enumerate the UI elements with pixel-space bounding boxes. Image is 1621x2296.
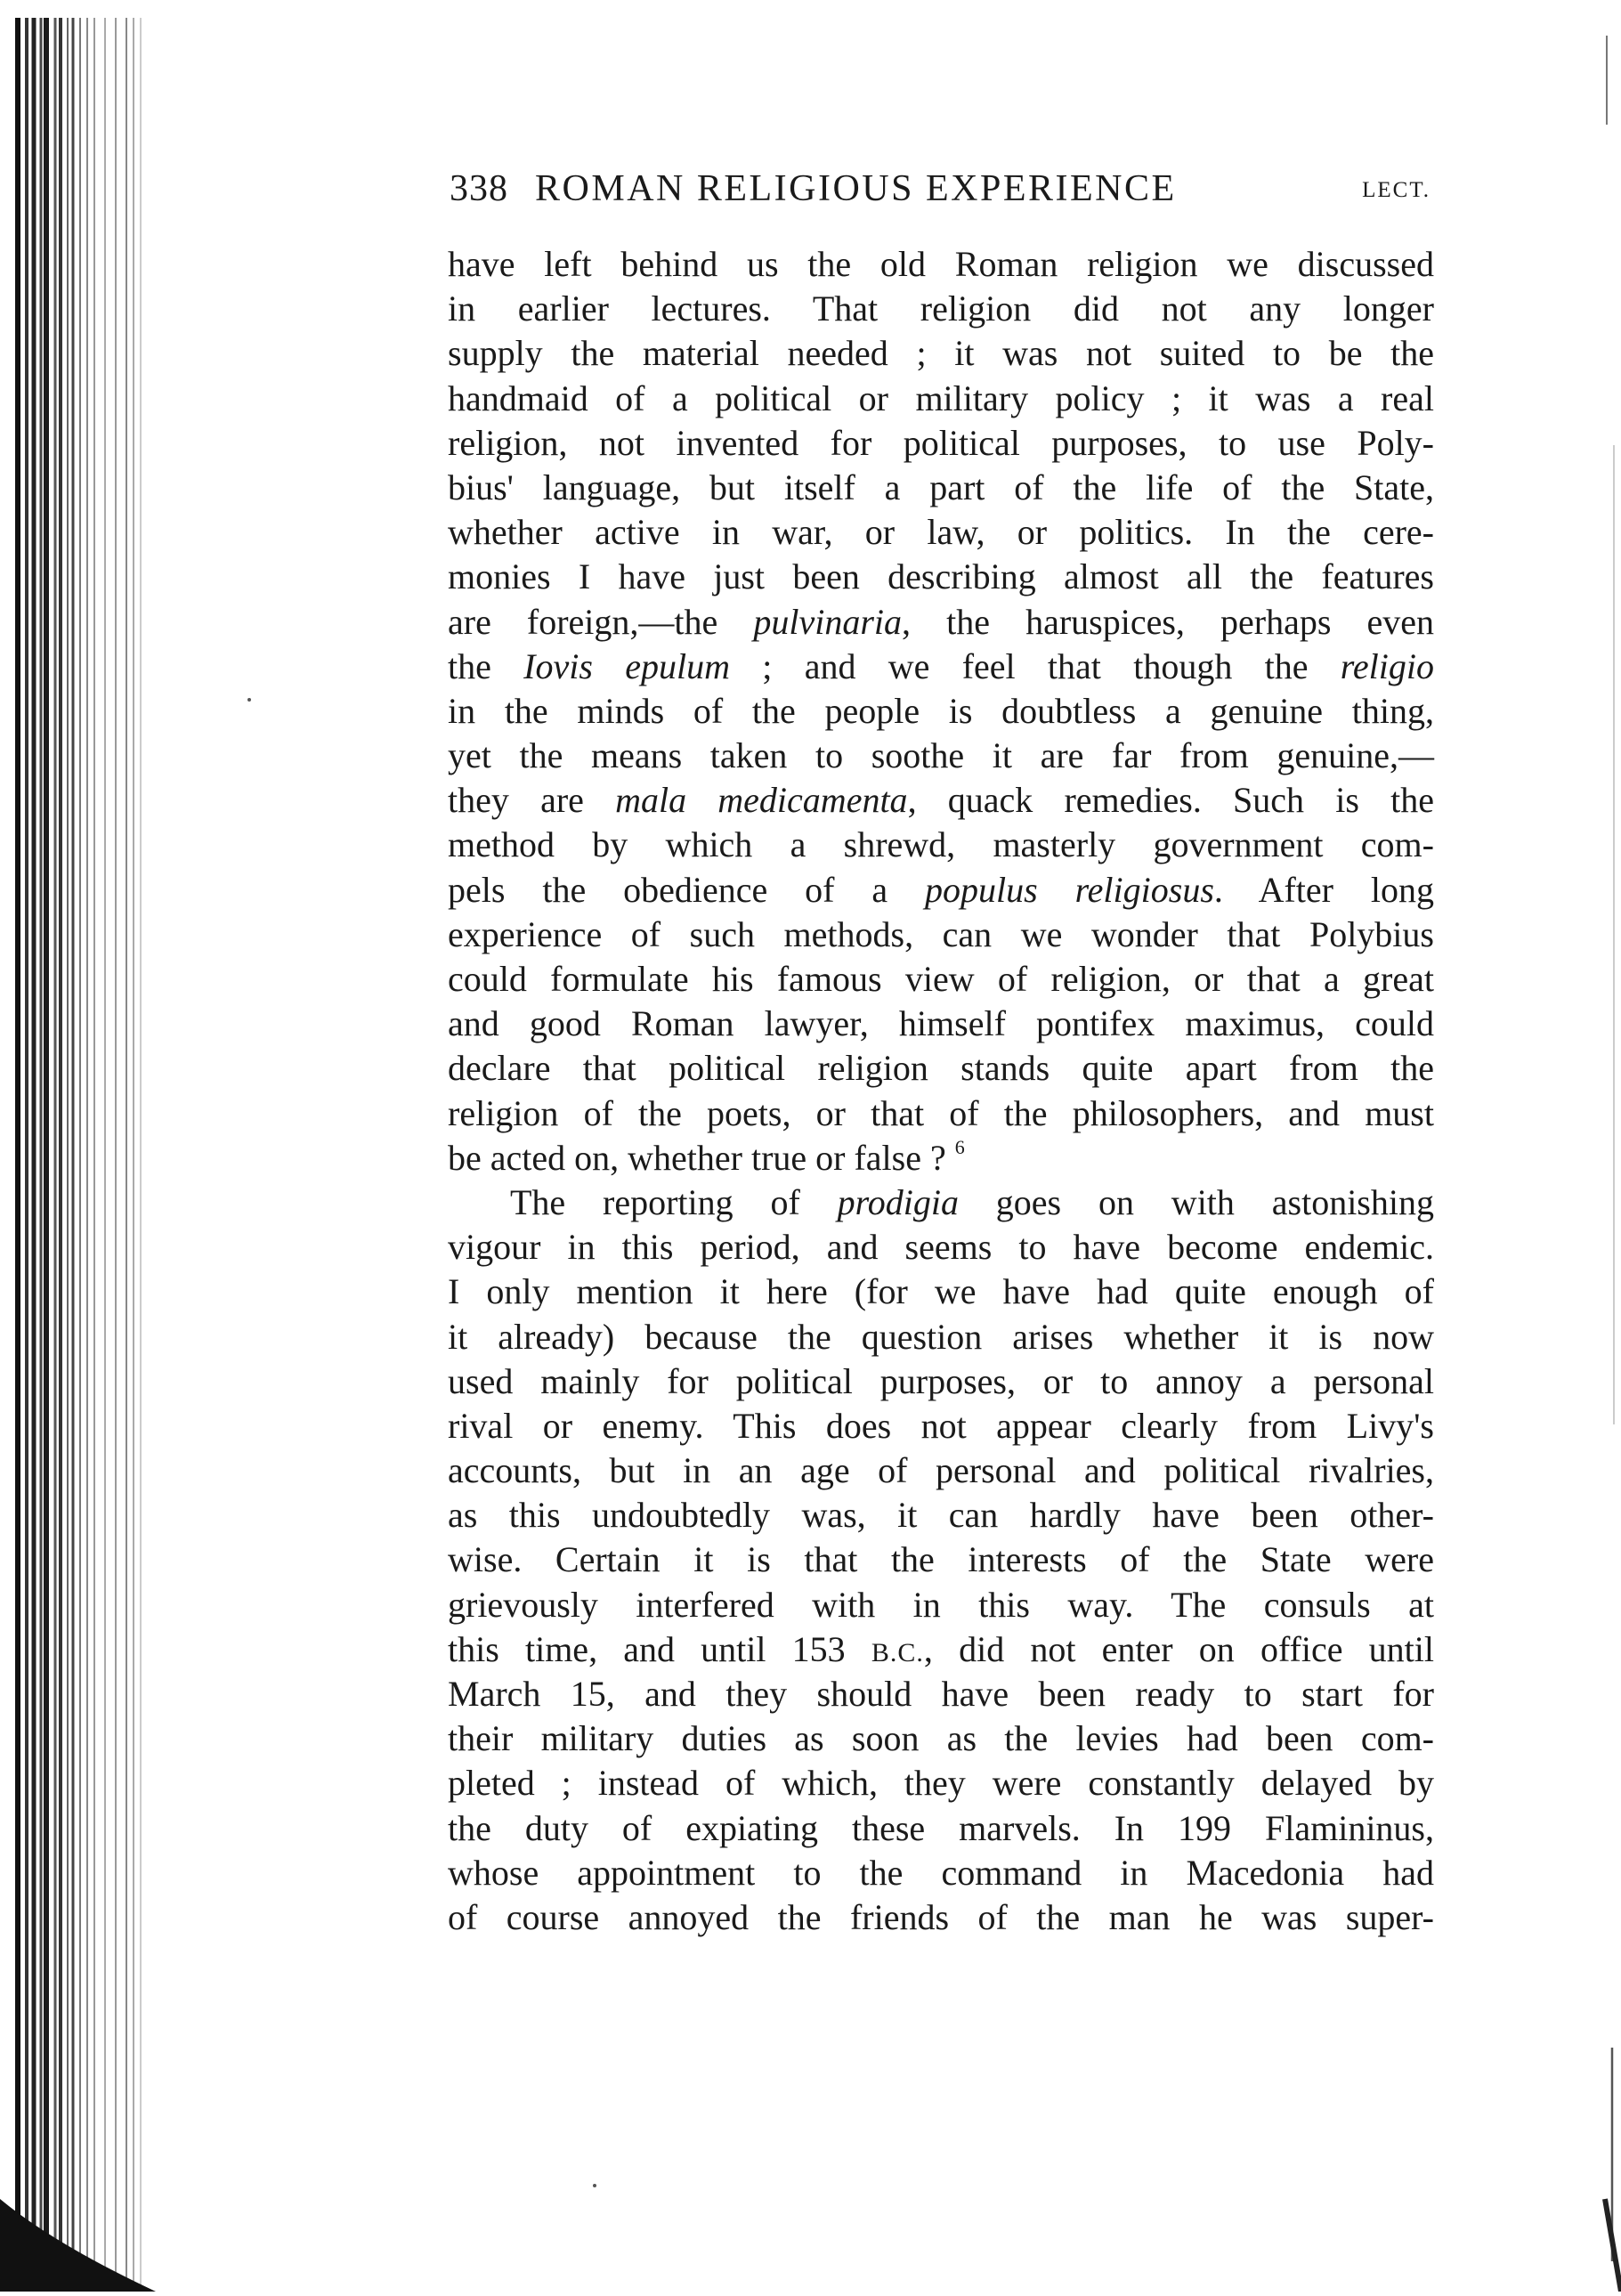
italic-term: prodigia	[837, 1181, 959, 1222]
italic-term: religio	[1340, 645, 1434, 686]
text-line: The reporting of prodigia goes on with astonishing	[510, 1181, 1434, 1222]
footnote-marker: 6	[954, 1135, 965, 1158]
text-line: this time, and until 153 B.C., did not enter on office until	[448, 1628, 1435, 1669]
scan-speck	[247, 698, 251, 702]
section-tag: LECT.	[1362, 178, 1431, 202]
text-line: supply the material needed ; it was not suited to be the	[448, 333, 1434, 374]
text-line: of course annoyed the friends of the man he was super-	[448, 1896, 1434, 1937]
text-line: have left behind us the old Roman religion we discussed	[448, 244, 1434, 284]
text-line: pleted ; instead of which, they were constantly delayed by	[448, 1763, 1434, 1804]
italic-term: populus religiosus	[925, 869, 1214, 910]
text-line: accounts, but in an age of personal and political rivalries,	[448, 1450, 1434, 1491]
italic-term: pulvinaria	[753, 601, 903, 642]
text-line: their military duties as soon as the levies had been com-	[448, 1718, 1434, 1759]
text-line: the Iovis epulum ; and we feel that though the religio	[448, 645, 1434, 686]
text-line: be acted on, whether true or false ? $^6$	[448, 1135, 965, 1178]
text-line: in earlier lectures. That religion did not any longer	[448, 288, 1434, 329]
text-line: pels the obedience of a populus religiosus. After long	[448, 869, 1434, 910]
text-line: I only mention it here (for we have had quite enough of	[448, 1271, 1434, 1312]
text-line: as this undoubtedly was, it can hardly have been other-	[448, 1495, 1434, 1536]
text-line: could formulate his famous view of religion, or that a great	[448, 959, 1434, 999]
text-line: monies I have just been describing almost all the features	[448, 556, 1434, 597]
text-line: religion of the poets, or that of the philosophers, and must	[448, 1092, 1434, 1133]
italic-term: mala medicamenta	[615, 780, 908, 821]
text-line: are foreign,—the pulvinaria, the haruspices, perhaps even	[448, 601, 1434, 642]
italic-term: Iovis epulum	[523, 645, 730, 686]
text-line: experience of such methods, can we wonder that Polybius	[448, 913, 1434, 954]
text-line: grievously interfered with in this way. The consuls at	[448, 1584, 1434, 1625]
text-line: handmaid of a political or military policy ; it was a real	[448, 377, 1434, 418]
scan-speck	[593, 2184, 596, 2187]
running-title: ROMAN RELIGIOUS EXPERIENCE	[535, 168, 1177, 209]
text-line: bius' language, but itself a part of the life of the State,	[448, 467, 1434, 507]
text-line: vigour in this period, and seems to have become endemic.	[448, 1227, 1434, 1268]
text-line: and good Roman lawyer, himself pontifex maximus, could	[448, 1003, 1434, 1044]
text-line: March 15, and they should have been ready to start for	[448, 1674, 1434, 1714]
text-line: method by which a shrewd, masterly government com-	[448, 824, 1434, 865]
text-line: the duty of expiating these marvels. In 199 Flamininus,	[448, 1807, 1434, 1848]
body-text	[448, 242, 1434, 1940]
text-line: declare that political religion stands quite apart from the	[448, 1048, 1434, 1089]
text-line: it already) because the question arises whether it is now	[448, 1316, 1434, 1357]
text-line: rival or enemy. This does not appear clearly from Livy's	[448, 1405, 1434, 1446]
text-line: religion, not invented for political purposes, to use Poly-	[448, 422, 1434, 463]
running-header	[450, 160, 1438, 215]
text-line: wise. Certain it is that the interests of the State were	[448, 1539, 1434, 1580]
text-line: yet the means taken to soothe it are far from genuine,—	[448, 735, 1434, 776]
page-edge-right	[1594, 0, 1621, 2292]
text-line: used mainly for political purposes, or to annoy a personal	[448, 1360, 1434, 1401]
text-line: whether active in war, or law, or politics. In the cere-	[448, 512, 1434, 553]
book-spine-edge	[0, 0, 156, 2292]
text-line: whose appointment to the command in Macedonia had	[448, 1852, 1434, 1893]
text-line: in the minds of the people is doubtless a genuine thing,	[448, 690, 1434, 731]
era-abbreviation: B.C.	[871, 1637, 924, 1667]
text-line: they are mala medicamenta, quack remedies. Such is the	[448, 780, 1434, 821]
page-number: 338	[450, 168, 508, 209]
